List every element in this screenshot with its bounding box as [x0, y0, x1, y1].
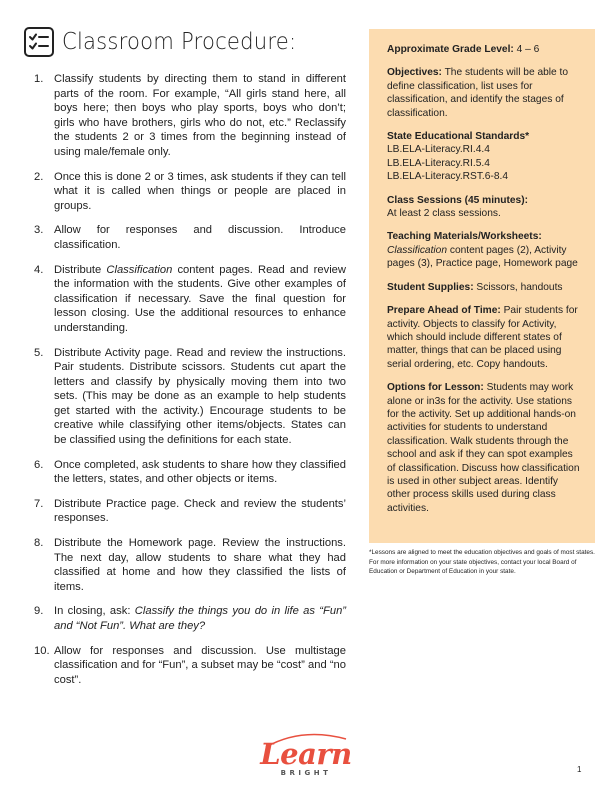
page-number: 1 — [577, 765, 582, 774]
grade-level: Approximate Grade Level: 4 – 6 — [387, 44, 540, 55]
step-number: 3. — [34, 224, 44, 237]
procedure-step — [34, 263, 346, 336]
step-number: 9. — [34, 605, 44, 618]
procedure-step — [34, 223, 346, 252]
procedure-step — [34, 497, 346, 526]
class-sessions: Class Sessions (45 minutes): At least 2 class sessions. — [387, 194, 528, 220]
logo-swoosh-icon — [262, 731, 350, 751]
step-number: 5. — [34, 346, 44, 359]
standards-footnote: *Lessons are aligned to meet the education objectives and goals of most states. For more information on your state objectives, contact your local Board of Education or Department of Education in your state. — [369, 549, 595, 576]
learn-bright-logo — [256, 725, 356, 781]
step-number: 4. — [34, 263, 44, 276]
step-text-run: Distribute Practice page. Check and review the students’ responses. — [54, 497, 346, 525]
checklist-icon — [24, 27, 54, 57]
step-text — [54, 170, 346, 214]
step-number: 1. — [34, 73, 44, 85]
step-text-run: Once this is done 2 or 3 times, ask students if they can tell what it is called when things or people are placed in groups. — [54, 170, 346, 212]
page-header — [24, 24, 317, 60]
step-text-run: Distribute the Homework page. Review the instructions. The next day, allow students to share what they had classified at home and how they classified the lists of items. — [54, 537, 346, 593]
procedure-step — [34, 536, 346, 594]
step-number: 8. — [34, 537, 44, 550]
step-text — [54, 223, 346, 252]
standard-item: LB.ELA-Literacy.RI.5.4 — [387, 157, 490, 169]
step-text-run: In closing, ask: — [54, 605, 135, 618]
standard-item: LB.ELA-Literacy.RI.4.4 — [387, 144, 490, 156]
procedure-list — [34, 72, 346, 697]
step-number: 10. — [34, 644, 50, 657]
step-text — [54, 644, 346, 688]
step-text-run: Once completed, ask students to share how they classified the letters, states, and other objects or items. — [54, 458, 346, 486]
prepare-ahead: Prepare Ahead of Time: Pair students for activity. Objects to classify for Activity, which should include different states of matter, things that can be placed using serial ordering, etc. Copy handouts. — [387, 305, 578, 370]
procedure-step — [34, 346, 346, 448]
step-number: 6. — [34, 458, 44, 471]
step-text-run: content pages. Read and review the information with the students. Give other examples of classification if necessary. Save the final question for lesson closing. Use the additional resources to enhance understanding. — [54, 263, 346, 334]
step-text-run: Classify students by directing them to stand in different parts of the room. For example, “All girls stand here, all boys here; then boys who play sports, boys who don’t; girls who have brothers, girls who do not, etc.” Reclassify the students 2 or 3 times from the beginning instead of using male/female only. — [54, 73, 346, 158]
procedure-step — [34, 170, 346, 214]
step-text-run: Allow for responses and discussion. Use multistage classification and for “Fun”, a subset may be “cost” and “no cost”. — [54, 644, 346, 686]
step-number: 7. — [34, 497, 44, 510]
step-text — [54, 263, 346, 336]
step-text-emphasis: Classification — [106, 263, 173, 276]
procedure-step — [34, 458, 346, 487]
step-text — [54, 72, 346, 160]
step-number: 2. — [34, 170, 44, 183]
step-text — [54, 604, 346, 633]
logo-word: Learn — [260, 737, 352, 771]
procedure-step — [34, 644, 346, 688]
step-text — [54, 346, 346, 448]
standard-item: LB.ELA-Literacy.RST.6-8.4 — [387, 171, 508, 183]
procedure-step — [34, 72, 346, 160]
state-standards: State Educational Standards* LB.ELA-Literacy.RI.4.4 LB.ELA-Literacy.RI.5.4 LB.ELA-Literacy.RST.6-8.4 — [387, 131, 530, 183]
student-supplies: Student Supplies: Scissors, handouts — [387, 281, 563, 293]
step-text-run: Distribute — [54, 263, 107, 276]
step-text-run: Allow for responses and discussion. Introduce classification. — [54, 224, 346, 251]
lesson-info-sidebar — [369, 29, 595, 543]
logo-sub: BRIGHT — [280, 769, 332, 777]
step-text — [54, 536, 346, 594]
teaching-materials: Teaching Materials/Worksheets: Classification content pages (2), Activity pages (3), Practice page, Homework page — [387, 231, 578, 270]
procedure-step — [34, 604, 346, 633]
page-title: Classroom Procedure: — [62, 29, 297, 55]
step-text-emphasis: Classify the things you do in life as “Fun” and “Not Fun”. What are they? — [54, 605, 347, 632]
lesson-options: Options for Lesson: Students may work alone or in3s for the activity. Use stations for the activity. Set up additional hands-on activities for students to understand classification. Walk students through the school and ask if they can spot examples of classification. Discuss how classification is used in other subject areas. Identify other process skills used during class activities. — [387, 382, 580, 514]
step-text-run: Distribute Activity page. Read and review the instructions. Pair students. Distribute scissors. Students cut apart the letters and classify by physically moving them into two sets. (This may be done as an example to help students get started with the activity.) Encourage students to be creative while classifying other items/objects. States can be classified using the definitions for each state. — [54, 346, 346, 447]
step-text — [54, 458, 346, 487]
objectives: Objectives: The students will be able to define classification, list uses for classification, and identify the stages of classification. — [387, 67, 569, 119]
step-text — [54, 497, 346, 526]
